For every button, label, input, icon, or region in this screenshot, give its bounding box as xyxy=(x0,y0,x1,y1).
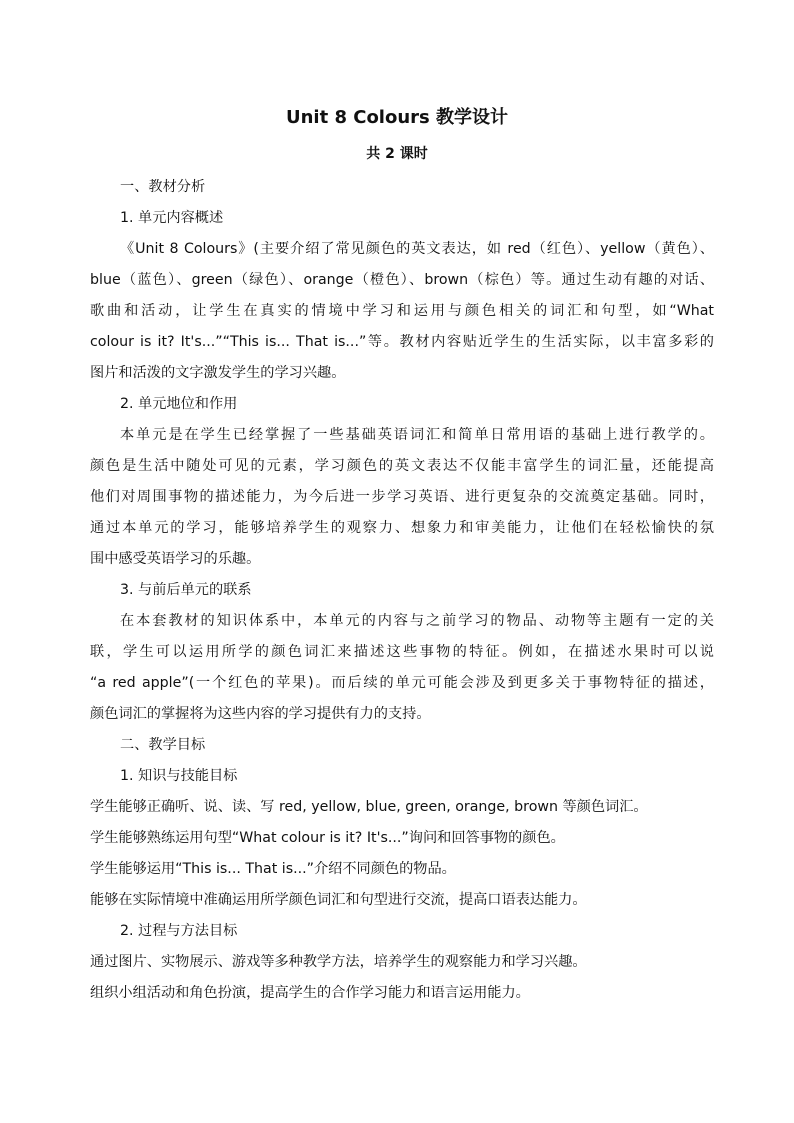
paragraph-line: 颜色是生活中随处可见的元素，学习颜色的英文表达不仅能丰富学生的词汇量，还能提高 xyxy=(90,458,714,474)
paragraph-line: 歌曲和活动，让学生在真实的情境中学习和运用与颜色相关的词汇和句型，如“What xyxy=(90,303,714,319)
document-body xyxy=(90,172,714,1009)
paragraph-line: 在本套教材的知识体系中，本单元的内容与之前学习的物品、动物等主题有一定的关 xyxy=(120,613,714,629)
subsection-heading: 1. 单元内容概述 xyxy=(120,210,224,226)
paragraph-line: 本单元是在学生已经掌握了一些基础英语词汇和简单日常用语的基础上进行教学的。 xyxy=(120,427,714,443)
paragraph-line: “a red apple”(一个红色的苹果)。而后续的单元可能会涉及到更多关于事物特征的描述， xyxy=(90,675,714,691)
paragraph-line: 通过本单元的学习，能够培养学生的观察力、想象力和审美能力，让他们在轻松愉快的氛 xyxy=(90,520,714,536)
subsection-heading: 1. 知识与技能目标 xyxy=(120,768,238,784)
paragraph-line: 学生能够正确听、说、读、写 red, yellow, blue, green, orange, brown 等颜色词汇。 xyxy=(90,799,648,815)
paragraph-line: 《Unit 8 Colours》(主要介绍了常见颜色的英文表达，如 red（红色）、yellow（黄色）、 xyxy=(120,241,714,257)
page-title: Unit 8 Colours 教学设计 xyxy=(285,107,509,128)
paragraph-line: 围中感受英语学习的乐趣。 xyxy=(90,551,261,567)
subsection-heading: 2. 单元地位和作用 xyxy=(120,396,238,412)
section-heading: 一、教材分析 xyxy=(120,179,206,195)
paragraph-line: 他们对周围事物的描述能力，为今后进一步学习英语、进行更复杂的交流奠定基础。同时， xyxy=(90,489,714,505)
paragraph-line: 学生能够熟练运用句型“What colour is it? It's...”询问和回答事物的颜色。 xyxy=(90,830,565,846)
paragraph-line: 学生能够运用“This is... That is...”介绍不同颜色的物品。 xyxy=(90,861,456,877)
paragraph-line: 联，学生可以运用所学的颜色词汇来描述这些事物的特征。例如，在描述水果时可以说 xyxy=(90,644,714,660)
section-heading: 二、教学目标 xyxy=(120,737,206,753)
paragraph-line: 组织小组活动和角色扮演，提高学生的合作学习能力和语言运用能力。 xyxy=(90,985,530,1001)
paragraph-line: colour is it? It's...”“This is... That is...”等。教材内容贴近学生的生活实际，以丰富多彩的 xyxy=(90,334,714,350)
page-subtitle: 共 2 课时 xyxy=(366,146,428,162)
subsection-heading: 3. 与前后单元的联系 xyxy=(120,582,252,598)
paragraph-line: 通过图片、实物展示、游戏等多种教学方法，培养学生的观察能力和学习兴趣。 xyxy=(90,954,587,970)
subsection-heading: 2. 过程与方法目标 xyxy=(120,923,238,939)
paragraph-line: 图片和活泼的文字激发学生的学习兴趣。 xyxy=(90,365,346,381)
paragraph-line: 能够在实际情境中准确运用所学颜色词汇和句型进行交流，提高口语表达能力。 xyxy=(90,892,587,908)
paragraph-line: blue（蓝色）、green（绿色）、orange（橙色）、brown（棕色）等。通过生动有趣的对话、 xyxy=(90,272,714,288)
paragraph-line: 颜色词汇的掌握将为这些内容的学习提供有力的支持。 xyxy=(90,706,431,722)
